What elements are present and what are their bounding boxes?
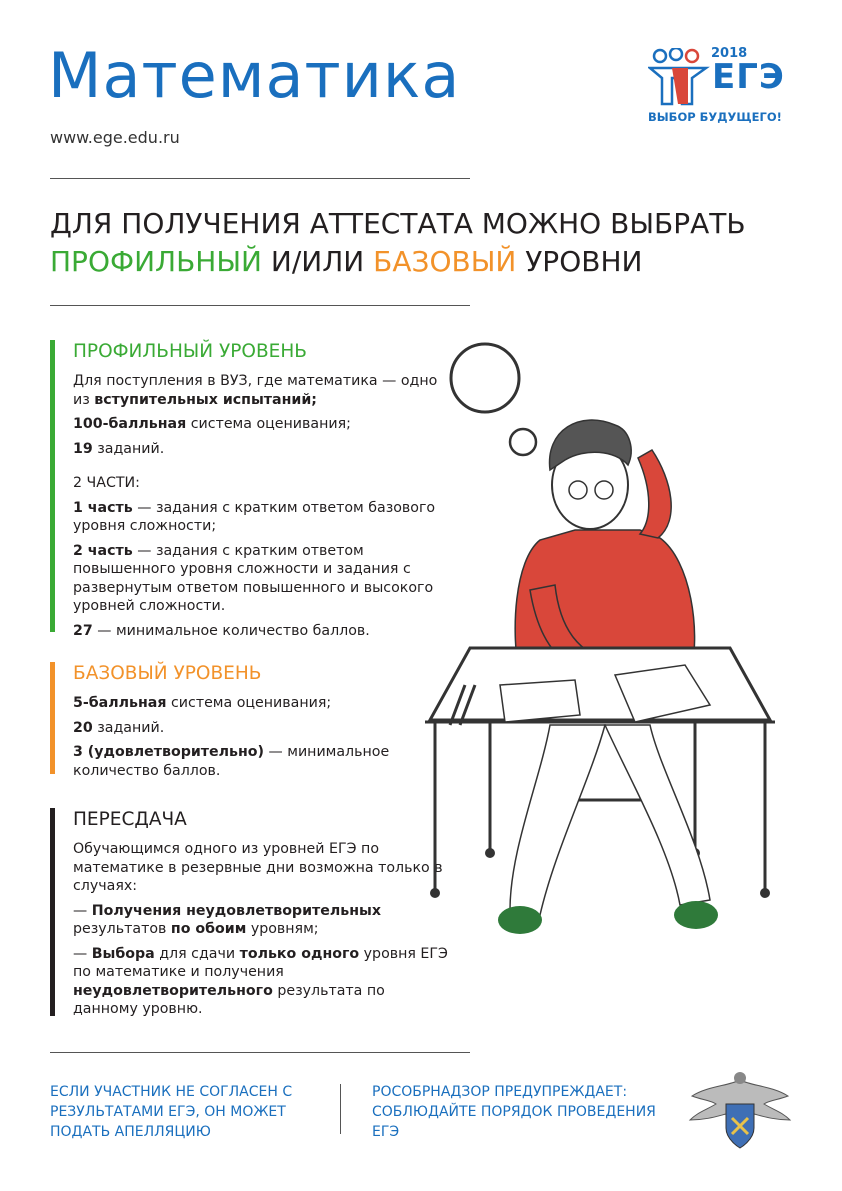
basic-title: БАЗОВЫЙ УРОВЕНЬ xyxy=(73,663,262,684)
headline xyxy=(50,205,810,281)
footer-divider xyxy=(340,1084,341,1134)
profile-accent-bar xyxy=(50,340,55,632)
headline-line1: ДЛЯ ПОЛУЧЕНИЯ АТТЕСТАТА МОЖНО ВЫБРАТЬ xyxy=(50,207,746,240)
headline-middle: И/ИЛИ xyxy=(262,245,374,278)
headline-end: УРОВНИ xyxy=(516,245,643,278)
profile-part2: 2 часть — задания с кратким ответом повышенного уровня сложности и задания с развернутым ответом повышенного и высокого уровней сложности. xyxy=(73,542,434,614)
basic-scoring: 5-балльная система оценивания; xyxy=(73,695,332,711)
headline-basic-word: БАЗОВЫЙ xyxy=(373,245,517,278)
retake-case2: — Выбора для сдачи только одного уровня ЕГЭ по математике и получения неудовлетворительного результата по данному уровню. xyxy=(73,945,448,1017)
logo-name: ЕГЭ xyxy=(712,57,785,97)
retake-intro: Обучающимся одного из уровней ЕГЭ по математике в резервные дни возможна только в случаях: xyxy=(73,841,443,894)
student-at-desk-illustration xyxy=(390,330,820,970)
divider xyxy=(50,178,470,179)
divider xyxy=(50,305,470,306)
profile-scoring: 100-балльная система оценивания; xyxy=(73,416,351,432)
retake-title: ПЕРЕСДАЧА xyxy=(73,809,187,830)
basic-task-count: 20 заданий. xyxy=(73,719,165,736)
rosobrnadzor-emblem-icon xyxy=(688,1066,792,1158)
website-link[interactable]: www.ege.edu.ru xyxy=(50,128,180,147)
logo-year: 2018 xyxy=(711,46,748,61)
basic-accent-bar xyxy=(50,662,55,774)
basic-min-score: 3 (удовлетворительно) — минимальное количество баллов. xyxy=(73,744,390,779)
retake-accent-bar xyxy=(50,808,55,1016)
logo-slogan: ВЫБОР БУДУЩЕГО! xyxy=(648,110,782,124)
profile-min-score: 27 — минимальное количество баллов. xyxy=(73,622,370,639)
divider xyxy=(50,1052,470,1053)
profile-part1: 1 часть — задания с кратким ответом базового уровня сложности; xyxy=(73,499,436,534)
profile-task-count: 19 заданий. xyxy=(73,440,165,457)
ege-logo-icon xyxy=(648,44,798,134)
profile-title: ПРОФИЛЬНЫЙ УРОВЕНЬ xyxy=(73,341,307,362)
profile-purpose: Для поступления в ВУЗ, где математика — одно из вступительных испытаний; xyxy=(73,373,438,408)
page-title: Математика xyxy=(48,39,461,112)
footer-appeal-note: ЕСЛИ УЧАСТНИК НЕ СОГЛАСЕН С РЕЗУЛЬТАТАМИ ЕГЭ, ОН МОЖЕТ ПОДАТЬ АПЕЛЛЯЦИЮ xyxy=(50,1084,293,1140)
headline-profile-word: ПРОФИЛЬНЫЙ xyxy=(50,245,262,278)
profile-parts-title: 2 ЧАСТИ: xyxy=(73,475,140,491)
retake-case1: — Получения неудовлетворительных результатов по обоим уровням; xyxy=(73,902,382,937)
footer-warning: РОСОБРНАДЗОР ПРЕДУПРЕЖДАЕТ: СОБЛЮДАЙТЕ ПОРЯДОК ПРОВЕДЕНИЯ ЕГЭ xyxy=(372,1084,656,1140)
